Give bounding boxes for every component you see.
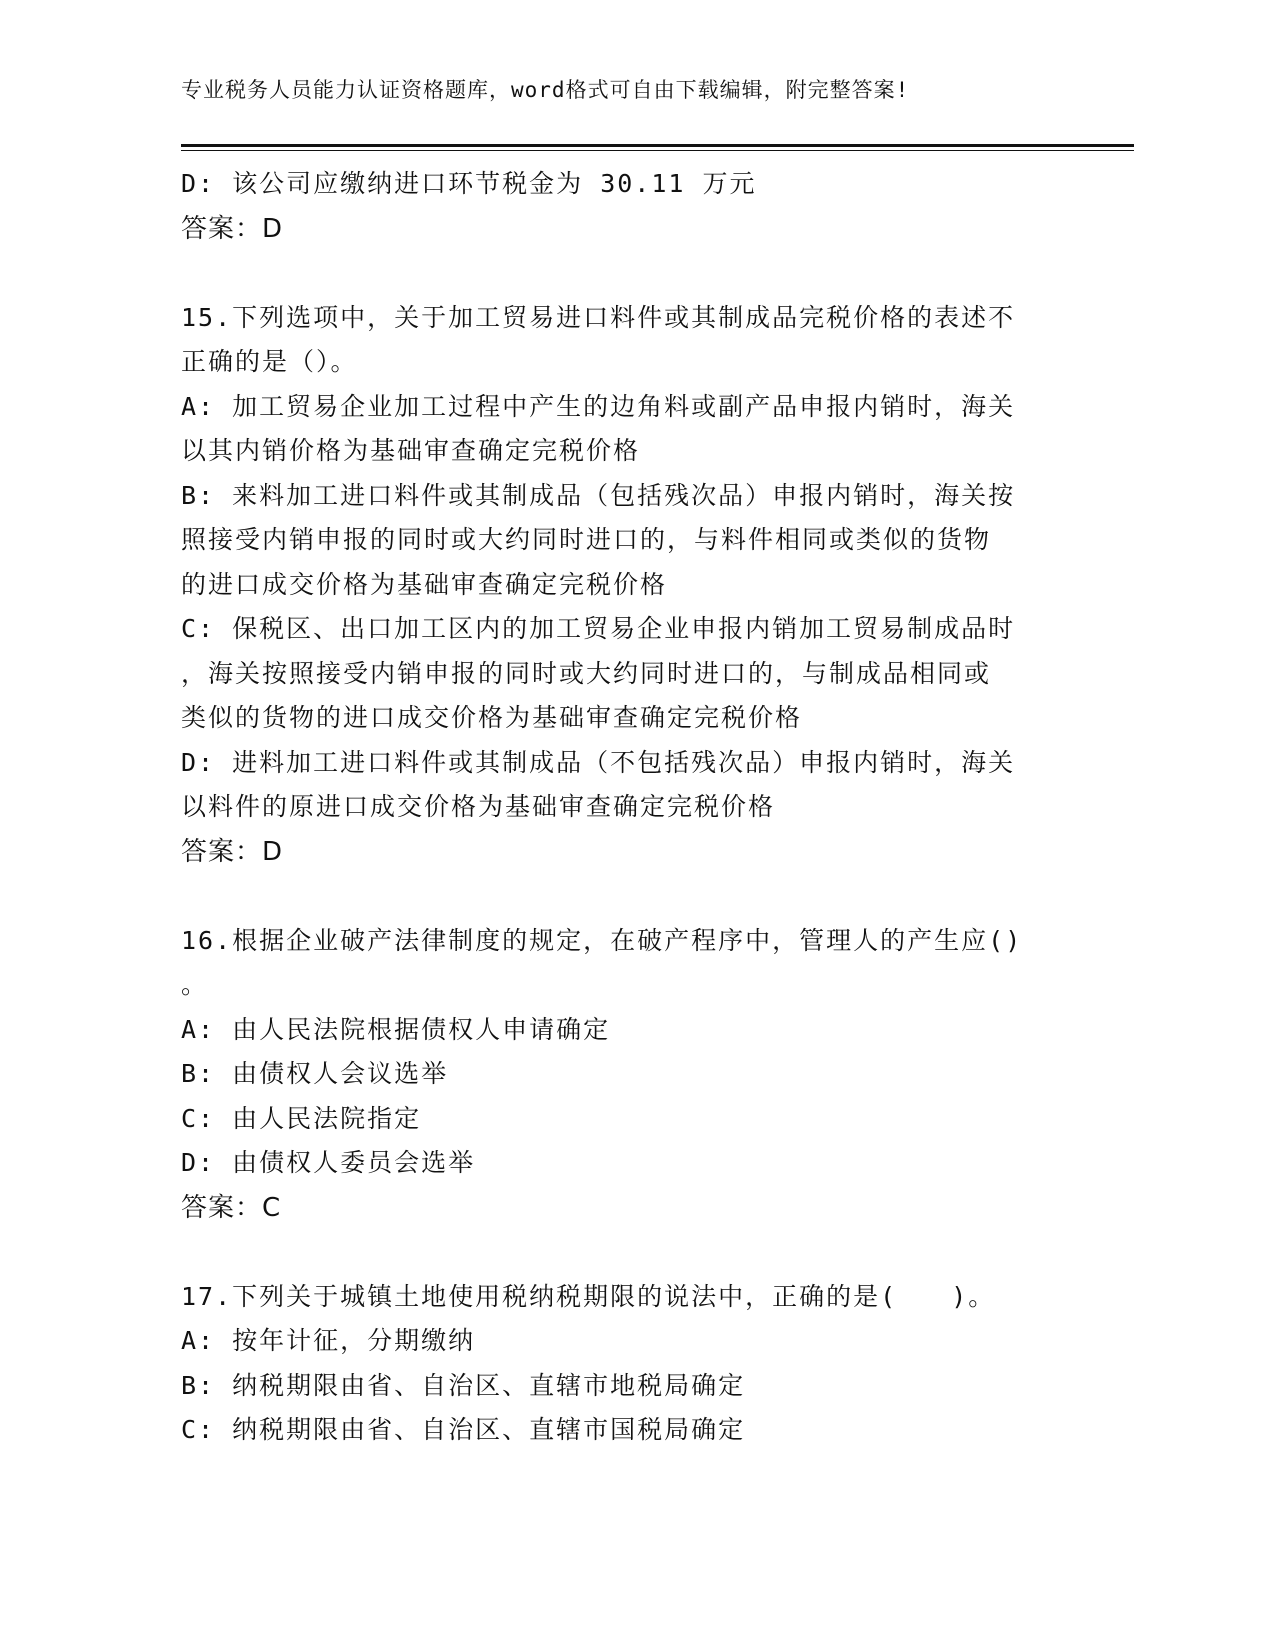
- option-a: A: 按年计征，分期缴纳: [181, 1326, 476, 1355]
- question-stem: 17.下列关于城镇土地使用税纳税期限的说法中，正确的是( )。: [181, 1281, 996, 1311]
- option-b: 照接受内销申报的同时或大约同时进口的，与料件相同或类似的货物: [181, 525, 992, 554]
- question-stem: 。: [181, 970, 209, 999]
- page-header: 专业税务人员能力认证资格题库，word格式可自由下载编辑，附完整答案!: [181, 78, 910, 102]
- spacer: [181, 1230, 1061, 1275]
- option-d: D: 由债权人委员会选举: [181, 1148, 476, 1177]
- option-d: 以料件的原进口成交价格为基础审查确定完税价格: [181, 792, 776, 821]
- spacer: [181, 874, 1061, 919]
- option-b: B: 纳税期限由省、自治区、直辖市地税局确定: [181, 1370, 746, 1400]
- answer: 答案：D: [181, 836, 284, 867]
- header-rule: [181, 144, 1134, 147]
- prev-answer: 答案：D: [181, 213, 284, 244]
- option-d: D: 进料加工进口料件或其制成品（不包括残次品）申报内销时，海关: [181, 747, 1016, 777]
- option-b: 的进口成交价格为基础审查确定完税价格: [181, 569, 668, 599]
- option-c: ，海关按照接受内销申报的同时或大约同时进口的，与制成品相同或: [181, 658, 992, 688]
- option-b: B: 来料加工进口料件或其制成品（包括残次品）申报内销时，海关按: [181, 480, 1016, 510]
- question-stem: 16.根据企业破产法律制度的规定，在破产程序中，管理人的产生应(): [181, 925, 1023, 955]
- option-a: A: 加工贸易企业加工过程中产生的边角料或副产品申报内销时，海关: [181, 391, 1016, 421]
- document-body: [181, 162, 1061, 1453]
- question-stem: 15.下列选项中，关于加工贸易进口料件或其制成品完税价格的表述不: [181, 302, 1016, 332]
- question-stem: 正确的是（）。: [181, 347, 358, 376]
- question-16: [181, 919, 1061, 1231]
- option-c: C: 由人民法院指定: [181, 1103, 422, 1133]
- spacer: [181, 251, 1061, 296]
- option-c: C: 保税区、出口加工区内的加工贸易企业申报内销加工贸易制成品时: [181, 614, 1016, 643]
- prev-option-d: D: 该公司应缴纳进口环节税金为 30.11 万元: [181, 169, 757, 198]
- header-rule-thin: [181, 150, 1134, 151]
- question-15: [181, 296, 1061, 875]
- question-17: [181, 1275, 1061, 1453]
- option-c: C: 纳税期限由省、自治区、直辖市国税局确定: [181, 1415, 746, 1444]
- option-b: B: 由债权人会议选举: [181, 1059, 449, 1088]
- option-c: 类似的货物的进口成交价格为基础审查确定完税价格: [181, 703, 803, 732]
- option-a: 以其内销价格为基础审查确定完税价格: [181, 436, 641, 465]
- option-a: A: 由人民法院根据债权人申请确定: [181, 1014, 611, 1044]
- answer: 答案：C: [181, 1192, 282, 1223]
